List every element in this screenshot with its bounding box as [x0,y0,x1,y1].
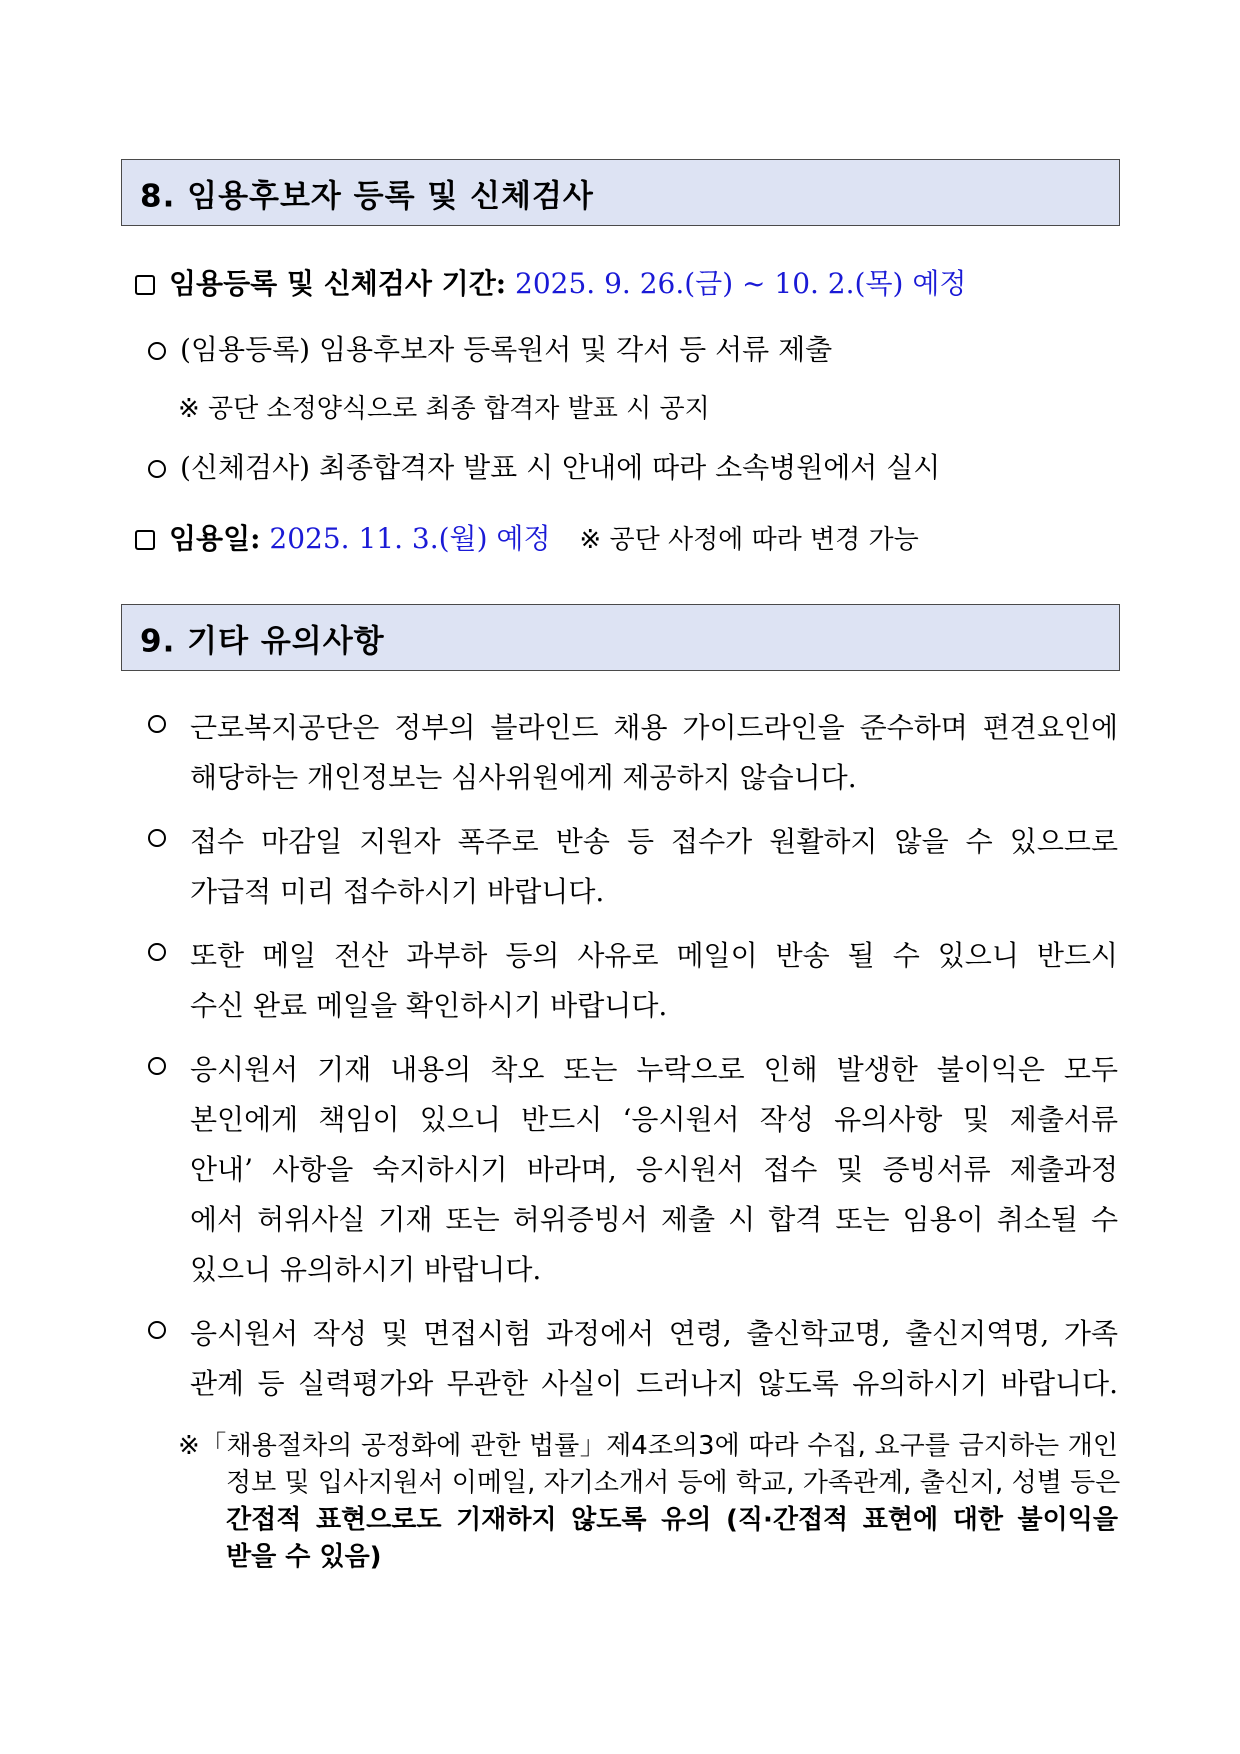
notice-4-line-3: 안내’ 사항을 숙지하시기 바라며, 응시원서 접수 및 증빙서류 제출과정 [190,1153,1118,1186]
circle-bullet-icon [148,1321,166,1339]
section-9-header [121,604,1120,671]
notice-bullet-5 [148,1312,180,1345]
item-value: 2025. 11. 3.(월) 예정 [269,522,551,555]
circle-bullet-icon [148,342,166,360]
notice-bullet-2 [148,820,180,853]
circle-bullet-icon [148,943,166,961]
sub-item-registration [148,328,832,368]
notice-4-line-2: 본인에게 책임이 있으니 반드시 ‘응시원서 작성 유의사항 및 제출서류 [190,1103,1118,1136]
item-appointment-period [135,262,966,302]
notice-4-line-1: 응시원서 기재 내용의 착오 또는 누락으로 인해 발생한 불이익은 모두 [190,1053,1118,1086]
circle-bullet-icon [148,1057,166,1075]
circle-bullet-icon [148,460,166,478]
notice-2-line-2: 가급적 미리 접수하시기 바랍니다. [190,875,605,908]
notice-bullet-1 [148,706,180,739]
sub-item-physical-exam [148,446,940,486]
notice-1-line-1: 근로복지공단은 정부의 블라인드 채용 가이드라인을 준수하며 편견요인에 [190,711,1118,744]
item-appointment-date [135,517,919,557]
square-bullet-icon [135,275,155,295]
square-bullet-icon [135,530,155,550]
legal-note-line-2: 정보 및 입사지원서 이메일, 자기소개서 등에 학교, 가족관계, 출신지, 성별 등은 [226,1468,1121,1498]
legal-note-line-3: 간접적 표현으로도 기재하지 않도록 유의 (직·간접적 표현에 대한 불이익을 [226,1505,1118,1535]
notice-1-line-2: 해당하는 개인정보는 심사위원에게 제공하지 않습니다. [190,761,857,794]
notice-2-line-1: 접수 마감일 지원자 폭주로 반송 등 접수가 원활하지 않을 수 있으므로 [190,825,1118,858]
notice-5-line-1: 응시원서 작성 및 면접시험 과정에서 연령, 출신학교명, 출신지역명, 가족 [190,1317,1118,1350]
item-label: 임용일: [169,522,261,555]
legal-note-line-1: ※「채용절차의 공정화에 관한 법률」제4조의3에 따라 수집, 요구를 금지하는 개인 [178,1431,1118,1461]
sub-item-text: (임용등록) 임용후보자 등록원서 및 각서 등 서류 제출 [180,333,833,366]
legal-note-line-4: 받을 수 있음) [226,1542,382,1572]
item-label: 임용등록 및 신체검사 기간: [169,267,507,300]
section-9-title: 9. 기타 유의사항 [140,623,385,659]
notice-bullet-3 [148,934,180,967]
item-value: 2025. 9. 26.(금) ~ 10. 2.(목) 예정 [515,267,967,300]
notice-3-line-1: 또한 메일 전산 과부하 등의 사유로 메일이 반송 될 수 있으니 반드시 [190,939,1118,972]
notice-5-line-2: 관계 등 실력평가와 무관한 사실이 드러나지 않도록 유의하시기 바랍니다. [190,1367,1118,1400]
notice-3-line-2: 수신 완료 메일을 확인하시기 바랍니다. [190,989,668,1022]
notice-bullet-4 [148,1048,180,1081]
sub-item-text: (신체검사) 최종합격자 발표 시 안내에 따라 소속병원에서 실시 [180,451,941,484]
circle-bullet-icon [148,715,166,733]
notice-4-line-4: 에서 허위사실 기재 또는 허위증빙서 제출 시 합격 또는 임용이 취소될 수 [190,1203,1118,1236]
notice-4-line-5: 있으니 유의하시기 바랍니다. [190,1253,542,1286]
section-8-header [121,159,1120,226]
circle-bullet-icon [148,829,166,847]
section-8-title: 8. 임용후보자 등록 및 신체검사 [140,178,594,214]
sub-item-note: ※ 공단 소정양식으로 최종 합격자 발표 시 공지 [178,394,710,424]
item-note: ※ 공단 사정에 따라 변경 가능 [579,525,919,555]
